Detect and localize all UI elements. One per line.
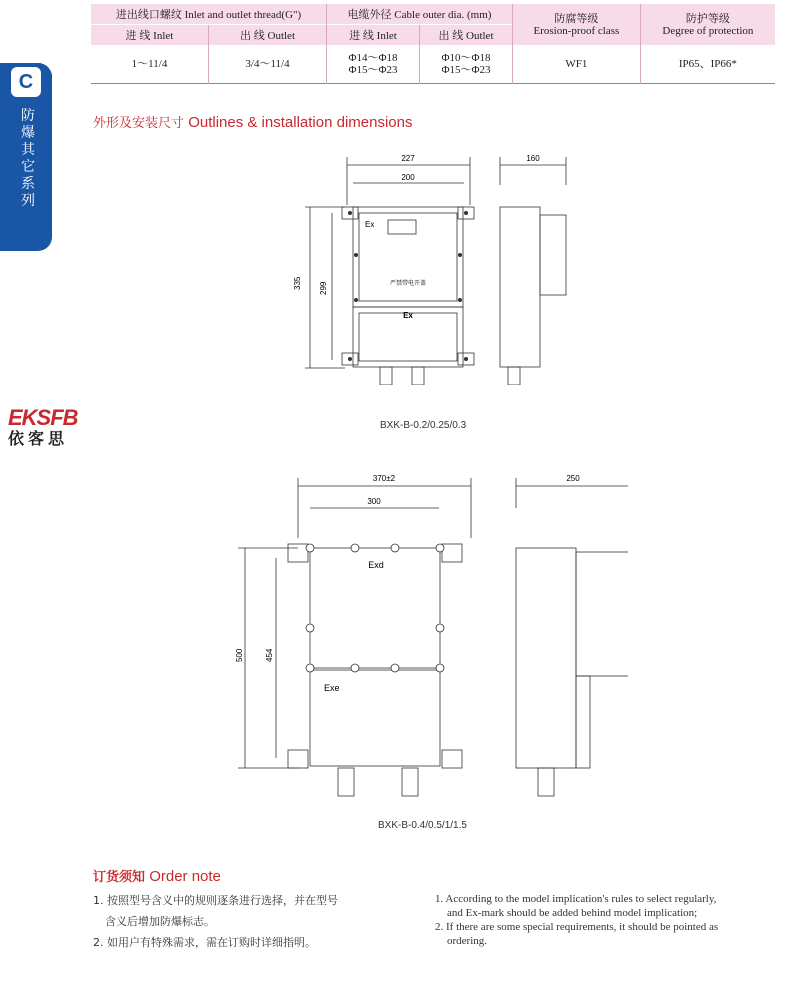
order-note-en-line3: 2. If there are some special requirements, it should be pointed as bbox=[435, 921, 719, 933]
order-note-title bbox=[93, 866, 221, 885]
d1-label-top: Ex bbox=[365, 220, 375, 229]
order-note-cn-line2: 含义后增加防爆标志。 bbox=[105, 915, 215, 928]
val-cable-outlet bbox=[420, 45, 513, 84]
sub-inlet-1: 进 线 Inlet bbox=[91, 25, 209, 46]
order-note-cn-line3: 2. 如用户有特殊需求，需在订购时详细指明。 bbox=[93, 936, 316, 949]
val-cable-inlet bbox=[327, 45, 420, 84]
d1-warning: 严禁带电开盖 bbox=[389, 280, 427, 287]
val-cable-inlet-2: Φ15～Φ23 bbox=[348, 64, 398, 76]
d2-label-top: Exd bbox=[368, 560, 384, 570]
val-cable-outlet-2: Φ15～Φ23 bbox=[441, 64, 491, 76]
protection-header bbox=[640, 4, 775, 45]
section-title-cn: 外形及安装尺寸 bbox=[93, 116, 185, 131]
protection-header-en: Degree of protection bbox=[662, 24, 754, 37]
spec-table bbox=[91, 4, 775, 84]
val-cable-inlet-1: Φ14～Φ18 bbox=[348, 52, 398, 64]
erosion-header bbox=[513, 4, 641, 45]
d1-dim-overall-width: 227 bbox=[401, 154, 415, 163]
erosion-header-en: Erosion-proof class bbox=[533, 24, 620, 37]
section-title bbox=[93, 112, 412, 131]
order-note-en bbox=[435, 892, 775, 948]
order-note-title-cn: 订货须知 bbox=[93, 870, 146, 885]
sub-outlet-2: 出 线 Outlet bbox=[420, 25, 513, 46]
d1-dim-mount-width: 200 bbox=[401, 173, 415, 182]
order-note-cn-line1: 1. 按照型号含义中的规则逐条进行选择，并在型号 bbox=[93, 894, 338, 907]
thread-header: 进出线口螺纹 Inlet and outlet thread(G") bbox=[91, 4, 327, 25]
d1-dim-depth: 160 bbox=[526, 154, 540, 163]
d2-dim-mount-width: 300 bbox=[367, 497, 381, 506]
order-note-en-line2: and Ex-mark should be added behind model implication; bbox=[447, 907, 698, 919]
val-protection: IP65、IP66* bbox=[640, 45, 775, 84]
d2-label-bottom: Exe bbox=[324, 683, 340, 693]
d2-dim-depth: 250 bbox=[566, 474, 580, 483]
d1-caption: BXK-B-0.2/0.25/0.3 bbox=[380, 420, 467, 431]
val-thread-outlet: 3/4～11/4 bbox=[209, 45, 327, 84]
val-thread-inlet: 1～11/4 bbox=[131, 58, 168, 70]
d2-dim-mount-height: 454 bbox=[265, 648, 274, 662]
d2-dim-overall-width: 370±2 bbox=[372, 474, 396, 483]
d2-dim-overall-height: 500 bbox=[235, 648, 244, 662]
d1-dim-overall-height: 335 bbox=[293, 276, 302, 290]
drawing-2 bbox=[228, 468, 628, 808]
order-note-en-line4: ordering. bbox=[447, 935, 488, 947]
logo-brand: EKSFB bbox=[8, 405, 78, 430]
sub-outlet-1: 出 线 Outlet bbox=[209, 25, 327, 46]
order-note-title-en: Order note bbox=[149, 868, 221, 885]
erosion-header-cn: 防腐等级 bbox=[554, 12, 599, 25]
sub-inlet-2: 进 线 Inlet bbox=[327, 25, 420, 46]
val-erosion: WF1 bbox=[513, 45, 641, 84]
d1-label-bottom: Ex bbox=[403, 311, 413, 320]
cable-dia-header: 电缆外径 Cable outer dia. (mm) bbox=[327, 4, 513, 25]
side-tab-label: 防爆其它系列 bbox=[21, 108, 35, 209]
val-cable-outlet-1: Φ10～Φ18 bbox=[441, 52, 491, 64]
drawing-1 bbox=[280, 145, 600, 385]
order-note-cn bbox=[93, 890, 403, 953]
protection-header-cn: 防护等级 bbox=[685, 12, 730, 25]
d1-dim-mount-height: 299 bbox=[319, 281, 328, 295]
logo-cn: 依客思 bbox=[8, 429, 69, 448]
side-tab-letter: C bbox=[11, 67, 41, 97]
section-title-en: Outlines & installation dimensions bbox=[188, 114, 413, 131]
side-tab-letter-box bbox=[0, 63, 52, 101]
d2-caption: BXK-B-0.4/0.5/1/1.5 bbox=[378, 820, 467, 831]
company-logo bbox=[8, 407, 78, 449]
order-note-en-line1: 1. According to the model implication's rules to select regularly, bbox=[435, 893, 717, 905]
